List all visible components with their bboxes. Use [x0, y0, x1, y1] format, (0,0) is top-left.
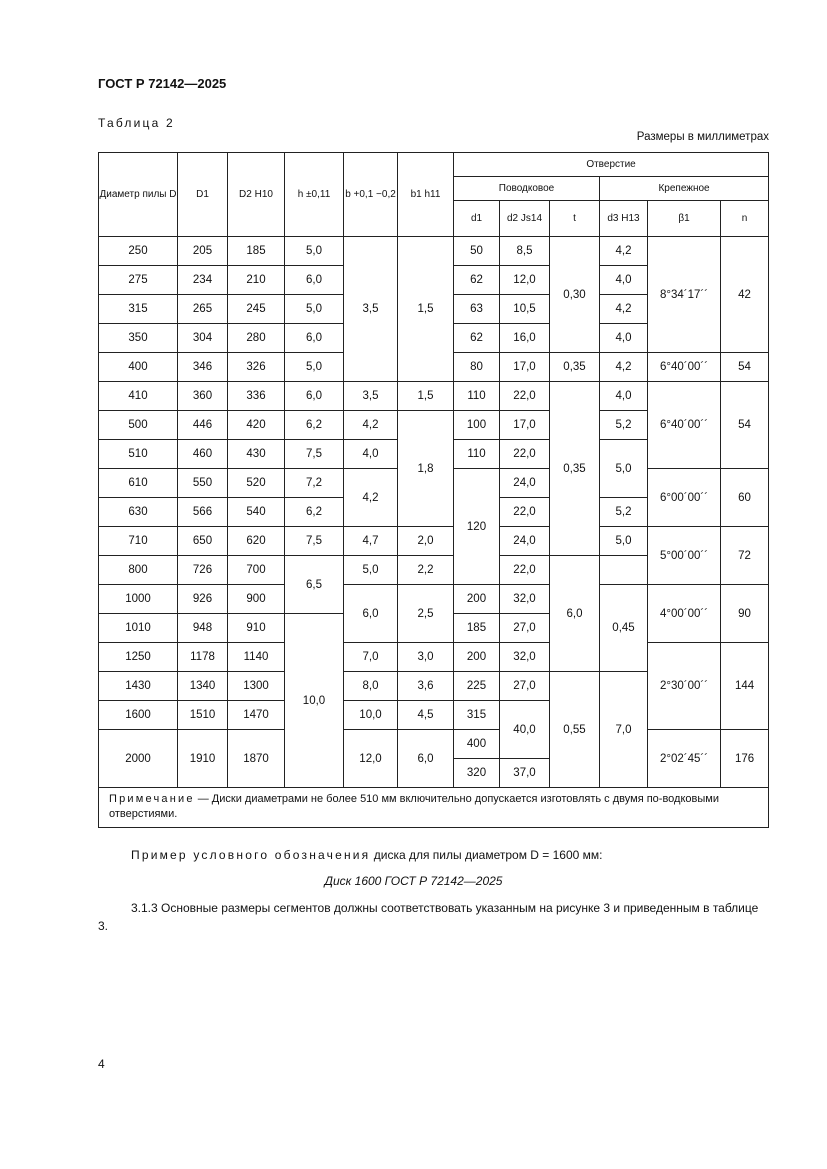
cell-n: 90: [721, 585, 769, 643]
cell-diameter: 500: [99, 411, 178, 440]
cell-diameter: 315: [99, 295, 178, 324]
cell-d3: 5,0: [600, 440, 648, 498]
cell-d2-upper: 910: [228, 614, 285, 643]
cell-d3: 6,0: [550, 556, 600, 672]
cell-d1: 62: [454, 324, 500, 353]
cell-h: 6,0: [285, 382, 344, 411]
header-d2: d2 Js14: [500, 201, 550, 237]
header-h: h ±0,11: [285, 153, 344, 237]
cell-d3: 5,2: [600, 411, 648, 440]
cell-t: 0,35: [550, 382, 600, 556]
cell-d1-upper: 1910: [178, 730, 228, 788]
cell-d1-upper: 550: [178, 469, 228, 498]
cell-d1-upper: 1510: [178, 701, 228, 730]
cell-d3: 4,2: [600, 237, 648, 266]
cell-b: 3,5: [344, 237, 398, 382]
cell-diameter: 1010: [99, 614, 178, 643]
cell-d2: 27,0: [500, 672, 550, 701]
document-title: ГОСТ Р 72142—2025: [98, 76, 227, 91]
cell-d1: 200: [454, 585, 500, 614]
header-b1: b1 h11: [398, 153, 454, 237]
cell-d2-upper: 540: [228, 498, 285, 527]
cell-h: 10,0: [285, 614, 344, 788]
header-fixing-hole: Крепежное: [600, 177, 769, 201]
cell-d2: 32,0: [500, 643, 550, 672]
cell-b1: 1,5: [398, 237, 454, 382]
cell-b: 4,2: [344, 411, 398, 440]
cell-d1: 225: [454, 672, 500, 701]
dimensions-table: [98, 152, 769, 828]
cell-d3: 4,2: [600, 353, 648, 382]
cell-d1-upper: 650: [178, 527, 228, 556]
cell-b: 4,0: [344, 440, 398, 469]
cell-d2-upper: 1300: [228, 672, 285, 701]
cell-d2-upper: 620: [228, 527, 285, 556]
cell-d2-upper: 1870: [228, 730, 285, 788]
example-label: Пример условного обозначения: [131, 848, 371, 862]
cell-h: 5,0: [285, 237, 344, 266]
cell-beta1: 6°40´00´´: [648, 382, 721, 469]
cell-n: 60: [721, 469, 769, 527]
cell-h: 7,5: [285, 440, 344, 469]
cell-d2: 12,0: [500, 266, 550, 295]
header-beta1: β1: [648, 201, 721, 237]
cell-h: 6,2: [285, 411, 344, 440]
section-3-1-3: 3.1.3 Основные размеры сегментов должны соответствовать указанным на рисунке 3 и приведенным в таблице 3.: [98, 901, 759, 933]
cell-d2-upper: 326: [228, 353, 285, 382]
cell-beta1: 6°00´00´´: [648, 469, 721, 527]
cell-diameter: 1430: [99, 672, 178, 701]
header-d1: d1: [454, 201, 500, 237]
cell-b1: 2,0: [398, 527, 454, 556]
header-b: b +0,1 −0,2: [344, 153, 398, 237]
cell-d1: 200: [454, 643, 500, 672]
cell-d1-upper: 1340: [178, 672, 228, 701]
header-d3: d3 H13: [600, 201, 648, 237]
note-label: Примечание: [109, 793, 195, 805]
cell-d2: 37,0: [500, 759, 550, 788]
example-line: [131, 848, 603, 862]
cell-d2: 22,0: [500, 556, 550, 585]
cell-d1-upper: 234: [178, 266, 228, 295]
cell-diameter: 275: [99, 266, 178, 295]
cell-t: 0,45: [600, 585, 648, 672]
cell-d2: 24,0: [500, 527, 550, 556]
cell-d2: 10,5: [500, 295, 550, 324]
cell-b: 6,0: [344, 585, 398, 643]
cell-d2: 22,0: [500, 382, 550, 411]
cell-diameter: 400: [99, 353, 178, 382]
cell-d2: 17,0: [500, 411, 550, 440]
cell-t: 0,55: [550, 672, 600, 788]
cell-d3: 5,0: [600, 527, 648, 556]
cell-b1: 3,0: [398, 643, 454, 672]
cell-d1-upper: 265: [178, 295, 228, 324]
cell-d1-upper: 205: [178, 237, 228, 266]
cell-d2-upper: 900: [228, 585, 285, 614]
cell-d1-upper: 446: [178, 411, 228, 440]
cell-d2: 22,0: [500, 440, 550, 469]
header-d1-upper: D1: [178, 153, 228, 237]
cell-b: 8,0: [344, 672, 398, 701]
cell-h: 6,0: [285, 324, 344, 353]
cell-d1-upper: 926: [178, 585, 228, 614]
cell-d1-upper: 726: [178, 556, 228, 585]
cell-beta1: 6°40´00´´: [648, 353, 721, 382]
cell-h: 7,2: [285, 469, 344, 498]
cell-diameter: 610: [99, 469, 178, 498]
cell-d1: 110: [454, 382, 500, 411]
cell-d2-upper: 245: [228, 295, 285, 324]
cell-b1: 6,0: [398, 730, 454, 788]
cell-n: 176: [721, 730, 769, 788]
note-text: — Диски диаметрами не более 510 мм включительно допускается изготовлять с двумя по-водковыми отверстиями.: [109, 793, 719, 820]
cell-h: 5,0: [285, 295, 344, 324]
cell-d3: 4,0: [600, 382, 648, 411]
example-designation: Диск 1600 ГОСТ Р 72142—2025: [324, 874, 503, 888]
cell-d2: 24,0: [500, 469, 550, 498]
cell-b1: 4,5: [398, 701, 454, 730]
header-t: t: [550, 201, 600, 237]
cell-b: 10,0: [344, 701, 398, 730]
table-caption: Таблица 2: [98, 116, 175, 130]
cell-b: 4,7: [344, 527, 398, 556]
cell-b: 7,0: [344, 643, 398, 672]
table-note: [99, 788, 769, 828]
cell-d2: 27,0: [500, 614, 550, 643]
cell-d1: 110: [454, 440, 500, 469]
units-note: Размеры в миллиметрах: [636, 131, 769, 143]
cell-t: 0,35: [550, 353, 600, 382]
cell-b1: 1,8: [398, 411, 454, 527]
cell-d1: 63: [454, 295, 500, 324]
cell-b: 4,2: [344, 469, 398, 527]
cell-d2: 8,5: [500, 237, 550, 266]
cell-h: 6,5: [285, 556, 344, 614]
cell-d1-upper: 566: [178, 498, 228, 527]
page-number: 4: [98, 1057, 105, 1071]
cell-d1-upper: 304: [178, 324, 228, 353]
cell-b1: 1,5: [398, 382, 454, 411]
cell-d1: 80: [454, 353, 500, 382]
cell-diameter: 1000: [99, 585, 178, 614]
cell-d2-upper: 700: [228, 556, 285, 585]
cell-d2-upper: 1140: [228, 643, 285, 672]
header-d2-upper: D2 H10: [228, 153, 285, 237]
cell-beta1: 2°02´45´´: [648, 730, 721, 788]
cell-d2-upper: 520: [228, 469, 285, 498]
cell-d2-upper: 1470: [228, 701, 285, 730]
cell-d3: 7,0: [600, 672, 648, 788]
cell-diameter: 1250: [99, 643, 178, 672]
cell-diameter: 510: [99, 440, 178, 469]
cell-diameter: 1600: [99, 701, 178, 730]
cell-h: 7,5: [285, 527, 344, 556]
header-hole: Отверстие: [454, 153, 769, 177]
header-drive-hole: Поводковое: [454, 177, 600, 201]
cell-d2-upper: 336: [228, 382, 285, 411]
cell-d1-upper: 360: [178, 382, 228, 411]
cell-diameter: 410: [99, 382, 178, 411]
cell-d1: 320: [454, 759, 500, 788]
cell-diameter: 800: [99, 556, 178, 585]
cell-d1: 185: [454, 614, 500, 643]
cell-d2-upper: 420: [228, 411, 285, 440]
cell-beta1: 8°34´17´´: [648, 237, 721, 353]
cell-d2-upper: 185: [228, 237, 285, 266]
cell-n: 42: [721, 237, 769, 353]
cell-d2: 22,0: [500, 498, 550, 527]
cell-n: 72: [721, 527, 769, 585]
cell-beta1: 2°30´00´´: [648, 643, 721, 730]
cell-d2-upper: 430: [228, 440, 285, 469]
cell-d1: 100: [454, 411, 500, 440]
cell-n: 144: [721, 643, 769, 730]
cell-h: 5,0: [285, 353, 344, 382]
cell-d3: 4,0: [600, 266, 648, 295]
cell-diameter: 710: [99, 527, 178, 556]
header-diameter: Диаметр пилы D: [99, 153, 178, 237]
cell-diameter: 350: [99, 324, 178, 353]
cell-h: 6,2: [285, 498, 344, 527]
cell-diameter: 630: [99, 498, 178, 527]
cell-d1: 120: [454, 469, 500, 585]
cell-b: 3,5: [344, 382, 398, 411]
cell-n: 54: [721, 382, 769, 469]
cell-d1: 400: [454, 730, 500, 759]
cell-d3: 4,2: [600, 295, 648, 324]
cell-diameter: 2000: [99, 730, 178, 788]
cell-b1: 2,2: [398, 556, 454, 585]
cell-b: 12,0: [344, 730, 398, 788]
cell-beta1: 5°00´00´´: [648, 527, 721, 585]
cell-d1: 315: [454, 701, 500, 730]
cell-d2: 40,0: [500, 701, 550, 759]
cell-d1-upper: 460: [178, 440, 228, 469]
cell-d1-upper: 948: [178, 614, 228, 643]
cell-beta1: 4°00´00´´: [648, 585, 721, 643]
cell-d1-upper: 346: [178, 353, 228, 382]
cell-d2: 16,0: [500, 324, 550, 353]
cell-n: 54: [721, 353, 769, 382]
cell-d2-upper: 280: [228, 324, 285, 353]
cell-d2: 32,0: [500, 585, 550, 614]
cell-d2-upper: 210: [228, 266, 285, 295]
example-text: диска для пилы диаметром D = 1600 мм:: [373, 848, 603, 862]
cell-d3: 4,0: [600, 324, 648, 353]
cell-b1: 3,6: [398, 672, 454, 701]
cell-d1-upper: 1178: [178, 643, 228, 672]
cell-h: 6,0: [285, 266, 344, 295]
cell-b1: 2,5: [398, 585, 454, 643]
cell-d3: 5,2: [600, 498, 648, 527]
cell-t: 0,30: [550, 237, 600, 353]
cell-b: 5,0: [344, 556, 398, 585]
cell-d1: 62: [454, 266, 500, 295]
cell-d1: 50: [454, 237, 500, 266]
cell-diameter: 250: [99, 237, 178, 266]
header-n: n: [721, 201, 769, 237]
cell-d2: 17,0: [500, 353, 550, 382]
